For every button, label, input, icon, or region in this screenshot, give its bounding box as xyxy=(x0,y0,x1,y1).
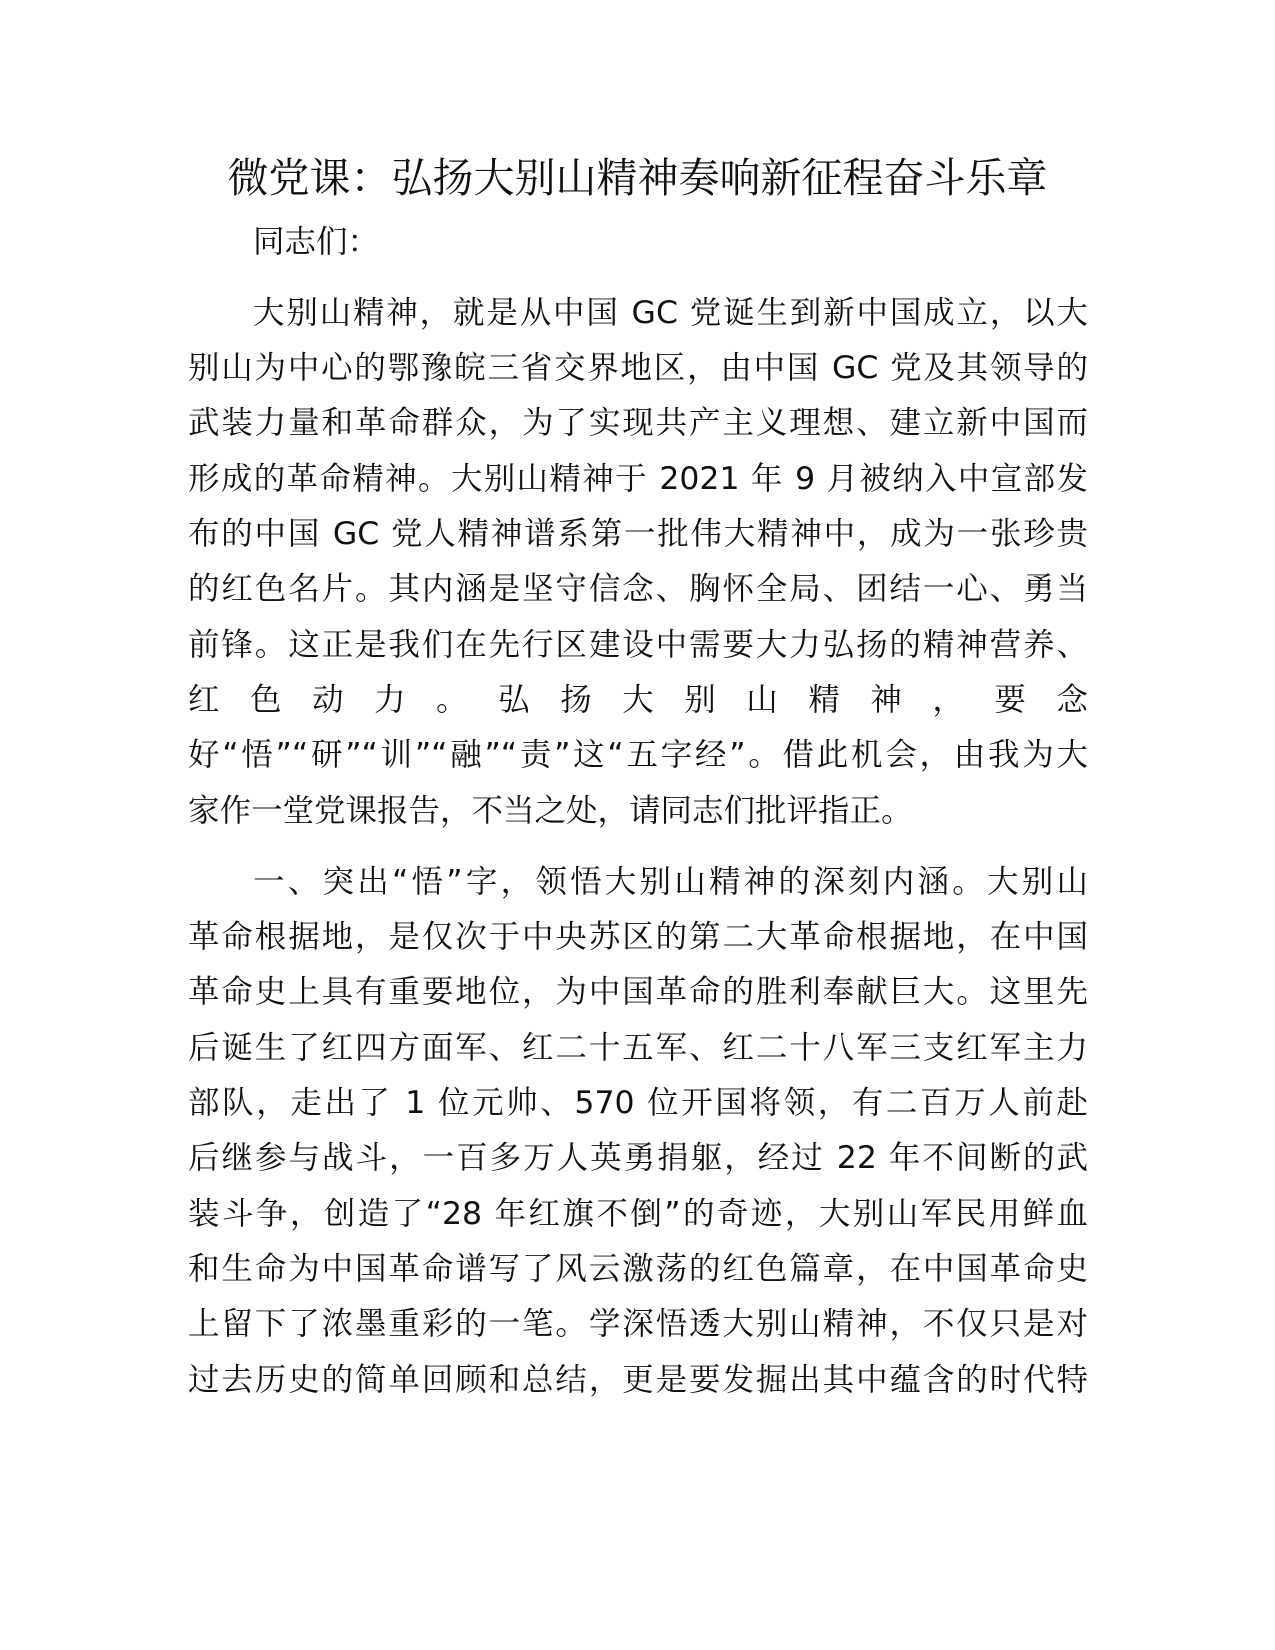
spread-char: 念 xyxy=(1056,682,1088,718)
paragraph-line: 布的中国 GC 党人精神谱系第一批伟大精神中，成为一张珍贵 xyxy=(188,516,1088,552)
paragraph-line: 好“悟”“研”“训”“融”“责”这“五字经”。借此机会，由我为大 xyxy=(188,737,1088,773)
spread-char: 山 xyxy=(746,682,778,718)
spread-char: 。 xyxy=(436,682,468,718)
salutation: 同志们： xyxy=(253,224,380,260)
spread-char: 大 xyxy=(622,682,654,718)
paragraph-line: 装斗争，创造了“28 年红旗不倒”的奇迹，大别山军民用鲜血 xyxy=(188,1196,1088,1232)
paragraph-line: 一、突出“悟”字，领悟大别山精神的深刻内涵。大别山 xyxy=(253,864,1088,900)
paragraph-line: 后诞生了红四方面军、红二十五军、红二十八军三支红军主力 xyxy=(188,1030,1088,1066)
paragraph-line: 大别山精神，就是从中国 GC 党诞生到新中国成立，以大 xyxy=(253,295,1088,331)
paragraph-line: 前锋。这正是我们在先行区建设中需要大力弘扬的精神营养、 xyxy=(188,627,1088,663)
paragraph-line: 革命根据地，是仅次于中央苏区的第二大革命根据地，在中国 xyxy=(188,919,1088,955)
paragraph-line: 上留下了浓墨重彩的一笔。学深悟透大别山精神，不仅只是对 xyxy=(188,1306,1088,1342)
spread-char: 精 xyxy=(808,682,840,718)
paragraph-line: 武装力量和革命群众，为了实现共产主义理想、建立新中国而 xyxy=(188,405,1088,441)
paragraph-line: 部队，走出了 1 位元帅、570 位开国将领，有二百万人前赴 xyxy=(188,1085,1088,1121)
paragraph-line: 别山为中心的鄂豫皖三省交界地区，由中国 GC 党及其领导的 xyxy=(188,350,1088,386)
spread-char: 色 xyxy=(250,682,282,718)
paragraph-line: 过去历史的简单回顾和总结，更是要发掘出其中蕴含的时代特 xyxy=(188,1362,1088,1398)
document-title: 微党课：弘扬大别山精神奏响新征程奋斗乐章 xyxy=(227,154,1048,202)
paragraph-line-spread xyxy=(188,680,1088,720)
spread-char: 扬 xyxy=(560,682,592,718)
paragraph-line: 形成的革命精神。大别山精神于 2021 年 9 月被纳入中宣部发 xyxy=(188,461,1088,497)
paragraph-line: 革命史上具有重要地位，为中国革命的胜利奉献巨大。这里先 xyxy=(188,974,1088,1010)
spread-char: 弘 xyxy=(498,682,530,718)
spread-char: 别 xyxy=(684,682,716,718)
spread-char: 神 xyxy=(870,682,902,718)
paragraph-line: 家作一堂党课报告，不当之处，请同志们批评指正。 xyxy=(188,793,913,829)
spread-char: 红 xyxy=(188,682,220,718)
spread-char: 要 xyxy=(994,682,1026,718)
spread-char: 力 xyxy=(374,682,406,718)
spread-char: ， xyxy=(932,682,964,718)
paragraph-line: 和生命为中国革命谱写了风云激荡的红色篇章，在中国革命史 xyxy=(188,1251,1088,1287)
paragraph-line: 的红色名片。其内涵是坚守信念、胸怀全局、团结一心、勇当 xyxy=(188,571,1088,607)
spread-char: 动 xyxy=(312,682,344,718)
paragraph-line: 后继参与战斗，一百多万人英勇捐躯，经过 22 年不间断的武 xyxy=(188,1140,1088,1176)
